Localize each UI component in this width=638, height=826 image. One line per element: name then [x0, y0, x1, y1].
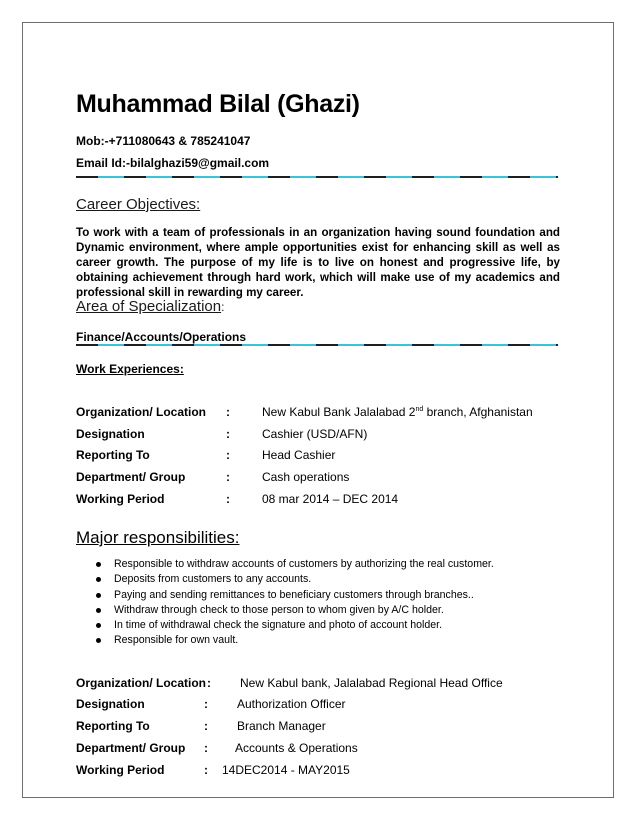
job2-value-reporting: Branch Manager	[237, 719, 326, 733]
job1-colon-period: :	[226, 492, 230, 506]
bullet-icon	[96, 608, 101, 613]
bullet-icon	[96, 577, 101, 582]
list-item: Responsible for own vault.	[96, 633, 494, 648]
list-item: Deposits from customers to any accounts.	[96, 572, 494, 587]
work-experiences-heading: Work Experiences:	[76, 362, 184, 376]
list-item: Withdraw through check to those person to whom given by A/C holder.	[96, 603, 494, 618]
job2-colon-department: :	[204, 741, 208, 755]
job2-label-reporting: Reporting To	[76, 719, 150, 733]
job1-value-period: 08 mar 2014 – DEC 2014	[262, 492, 399, 506]
job2-label-department: Department/ Group	[76, 741, 186, 755]
job2-colon-designation: :	[204, 697, 208, 711]
candidate-name: Muhammad Bilal (Ghazi)	[76, 90, 360, 118]
job2-colon-organization: :	[207, 676, 211, 690]
job1-colon-department: :	[226, 470, 230, 484]
job1-value-department: Cash operations	[262, 470, 350, 484]
job1-colon-organization: :	[226, 405, 230, 419]
job1-value-designation: Cashier (USD/AFN)	[262, 427, 368, 441]
bullet-icon	[96, 623, 101, 628]
mobile-numbers: Mob:-+711080643 & 785241047	[76, 134, 251, 148]
career-objectives-text: To work with a team of professionals in an organization having sound foundation and Dynamic environment, where ample opportunities exist for enhancing skill as well as career growth. The purpose of my life is to live on honest and progressive life, by obtaining achievement through hard work, which will make use of my academics and professional skill in rewarding my career.	[76, 226, 560, 299]
job2-colon-period: :	[204, 763, 208, 777]
job2-value-period: 14DEC2014 - MAY2015	[222, 763, 350, 777]
job1-value-reporting: Head Cashier	[262, 448, 336, 462]
job2-value-organization: New Kabul bank, Jalalabad Regional Head Office	[240, 676, 503, 690]
job1-label-designation: Designation	[76, 427, 145, 441]
job1-colon-designation: :	[226, 427, 230, 441]
bullet-icon	[96, 638, 101, 643]
list-item: Responsible to withdraw accounts of customers by authorizing the real customer.	[96, 557, 494, 572]
bullet-icon	[96, 562, 101, 567]
responsibilities-list	[96, 557, 494, 649]
job2-label-designation: Designation	[76, 697, 145, 711]
job2-label-organization: Organization/ Location	[76, 676, 207, 690]
job1-label-organization: Organization/ Location	[76, 405, 207, 419]
job2-value-department: Accounts & Operations	[235, 741, 358, 755]
bullet-icon	[96, 593, 101, 598]
job1-label-period: Working Period	[76, 492, 165, 506]
job1-label-reporting: Reporting To	[76, 448, 150, 462]
specialization-heading: Area of Specialization	[76, 298, 222, 315]
job1-value-organization: New Kabul Bank Jalalabad 2nd branch, Afghanistan	[262, 405, 533, 419]
job2-label-period: Working Period	[76, 763, 165, 777]
specialization-value: Finance/Accounts/Operations	[76, 330, 247, 344]
list-item: In time of withdrawal check the signature and photo of account holder.	[96, 618, 494, 633]
header-divider	[76, 176, 558, 178]
specialization-colon: :	[221, 300, 225, 314]
responsibilities-heading: Major responsibilities:	[76, 528, 240, 547]
list-item: Paying and sending remittances to beneficiary customers through branches..	[96, 588, 494, 603]
job1-colon-reporting: :	[226, 448, 230, 462]
career-objectives-heading: Career Objectives:	[76, 196, 201, 213]
specialization-divider	[76, 344, 558, 346]
job1-label-department: Department/ Group	[76, 470, 186, 484]
specialization-heading-line	[76, 298, 224, 315]
job2-value-designation: Authorization Officer	[237, 697, 346, 711]
job2-colon-reporting: :	[204, 719, 208, 733]
email-address: Email Id:-bilalghazi59@gmail.com	[76, 156, 270, 170]
